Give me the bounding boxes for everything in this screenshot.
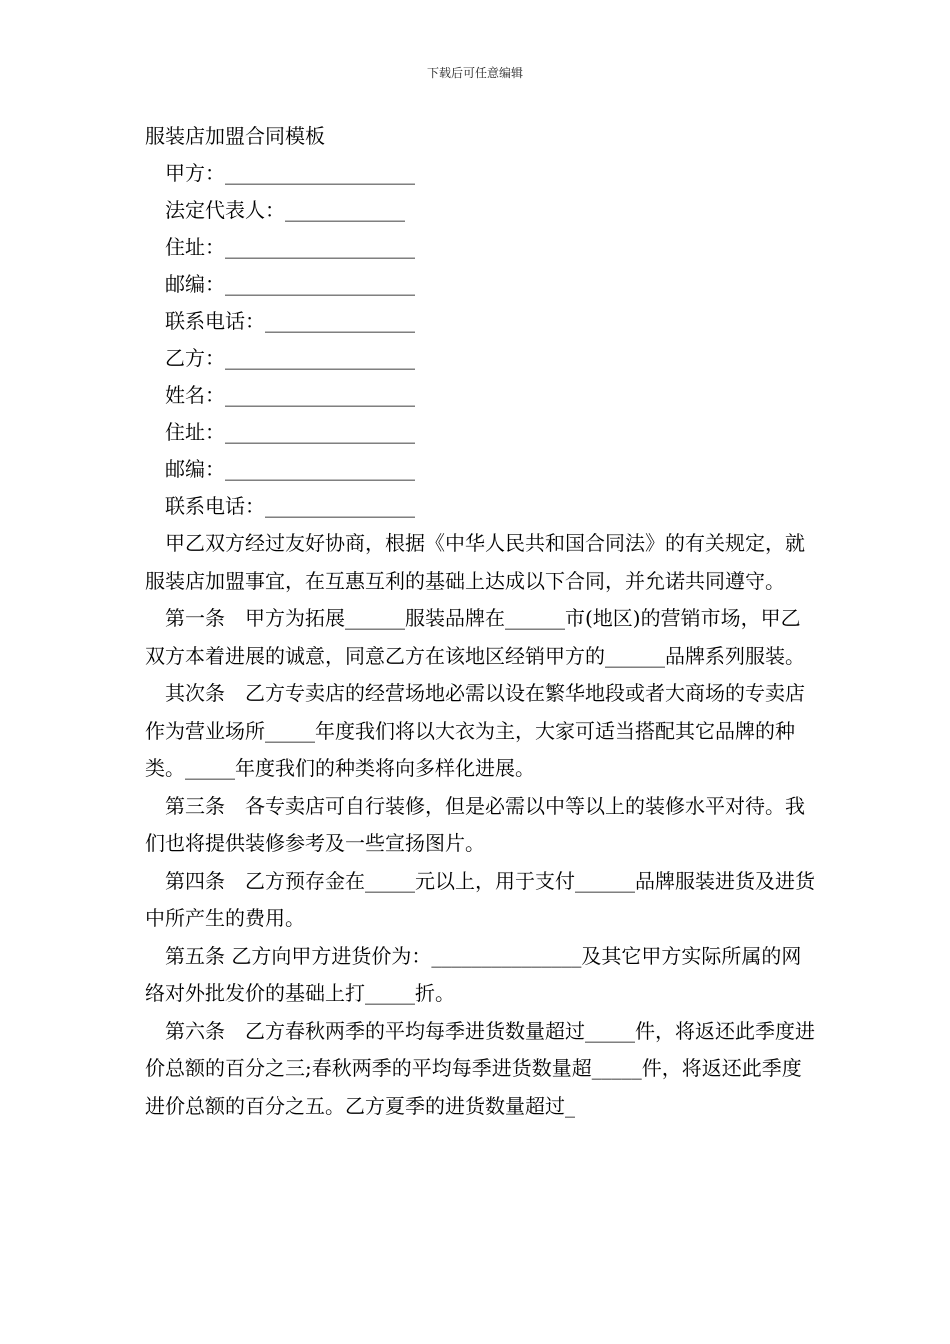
party-b-name-field: 姓名：___________________ <box>165 383 415 407</box>
article-1-paragraph: 第一条 甲方为拓展______服装品牌在______市(地区)的营销市场，甲乙双方本着进展的诚意，同意乙方在该地区经销甲方的______品牌系列服装。 <box>145 606 805 668</box>
article-5-paragraph: 第五条 乙方向甲方进货价为：_______________及其它甲方实际所属的网络对外批发价的基础上打_____折。 <box>145 943 802 1005</box>
party-b-address-field: 住址：___________________ <box>165 420 415 444</box>
legal-representative-field: 法定代表人：____________ <box>165 198 405 222</box>
party-a-phone-field: 联系电话：_______________ <box>165 309 415 333</box>
article-2-paragraph: 其次条 乙方专卖店的经营场地必需以设在繁华地段或者大商场的专卖店作为营业场所_____年度我们将以大衣为主，大家可适当搭配其它品牌的种类。_____年度我们的种类将向多样化进展。 <box>145 681 805 780</box>
party-b-phone-field: 联系电话：_______________ <box>165 494 415 518</box>
contract-document <box>145 118 815 1125</box>
article-4-paragraph: 第四条 乙方预存金在_____元以上，用于支付______品牌服装进货及进货中所产生的费用。 <box>145 868 815 930</box>
preamble-paragraph: 甲乙双方经过友好协商，根据《中华人民共和国合同法》的有关规定，就服装店加盟事宜，在互惠互利的基础上达成以下合同，并允诺共同遵守。 <box>145 531 805 593</box>
article-3-paragraph: 第三条 各专卖店可自行装修，但是必需以中等以上的装修水平对待。我们也将提供装修参考及一些宣扬图片。 <box>145 793 805 855</box>
document-title: 服装店加盟合同模板 <box>145 124 325 148</box>
header-note: 下载后可任意编辑 <box>426 66 523 80</box>
party-b-postcode-field: 邮编：___________________ <box>165 457 415 481</box>
party-b-field: 乙方：___________________ <box>165 346 415 370</box>
party-a-field: 甲方：___________________ <box>165 161 415 185</box>
article-6-paragraph: 第六条 乙方春秋两季的平均每季进货数量超过_____件，将返还此季度进价总额的百分之三;春秋两季的平均每季进货数量超_____件，将返还此季度进价总额的百分之五。乙方夏季的进货数量超过_ <box>145 1018 815 1118</box>
party-a-postcode-field: 邮编：___________________ <box>165 272 415 296</box>
party-a-address-field: 住址：___________________ <box>165 235 415 259</box>
